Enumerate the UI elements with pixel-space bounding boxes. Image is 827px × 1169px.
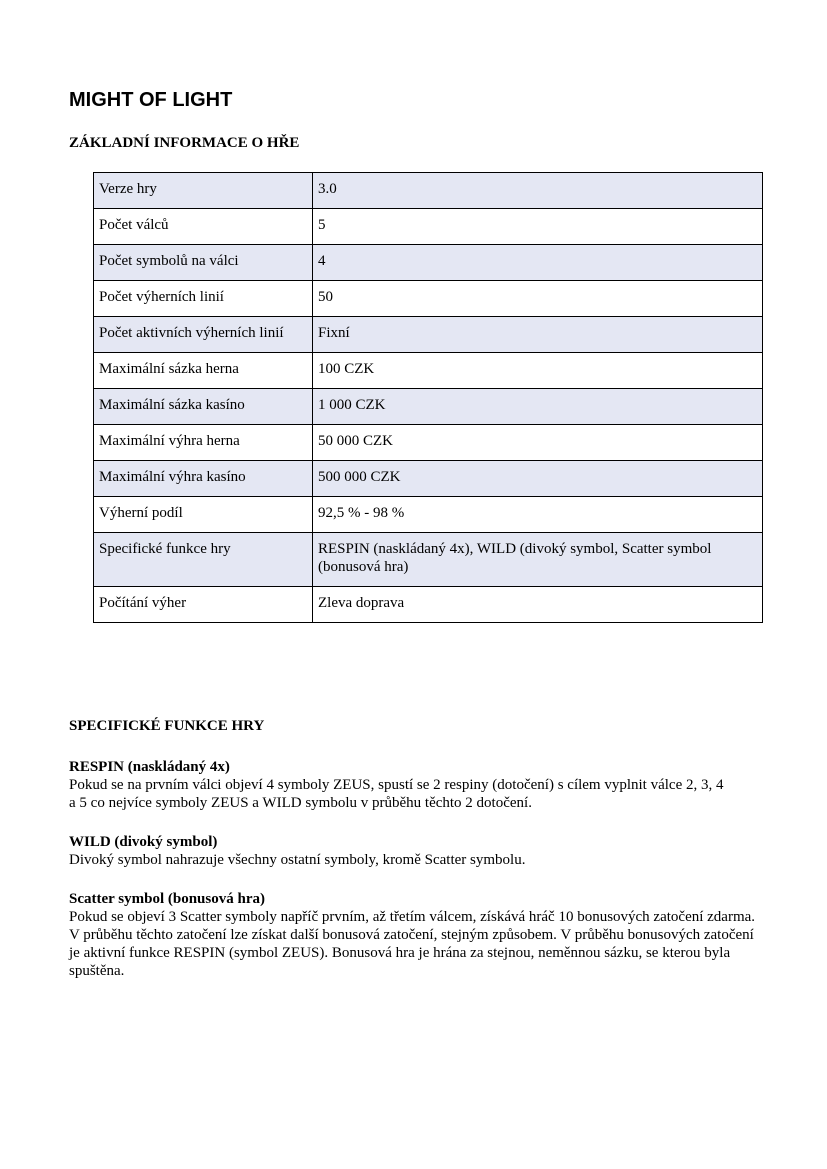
row-label: Počet aktivních výherních linií [94, 317, 313, 353]
table-row [94, 245, 763, 281]
table-row [94, 353, 763, 389]
page-title: MIGHT OF LIGHT [69, 89, 233, 111]
row-label: Specifické funkce hry [94, 533, 313, 587]
feature-wild [69, 833, 769, 869]
row-label: Verze hry [94, 173, 313, 209]
info-heading: ZÁKLADNÍ INFORMACE O HŘE [69, 135, 300, 151]
game-info-table [93, 172, 763, 623]
table-row [94, 587, 763, 623]
row-value: 4 [313, 245, 763, 281]
row-value: 50 [313, 281, 763, 317]
table-row [94, 281, 763, 317]
row-value: 100 CZK [313, 353, 763, 389]
feature-respin [69, 758, 769, 812]
feature-title: Scatter symbol (bonusová hra) [69, 891, 265, 907]
features-heading: SPECIFICKÉ FUNKCE HRY [69, 718, 265, 734]
row-value: 50 000 CZK [313, 425, 763, 461]
row-value: 1 000 CZK [313, 389, 763, 425]
feature-scatter [69, 890, 769, 980]
table-row [94, 425, 763, 461]
row-value: 3.0 [313, 173, 763, 209]
row-value: 92,5 % - 98 % [313, 497, 763, 533]
feature-title: RESPIN (naskládaný 4x) [69, 759, 230, 775]
row-label: Počet symbolů na válci [94, 245, 313, 281]
table-row [94, 209, 763, 245]
row-label: Počet výherních linií [94, 281, 313, 317]
row-value: RESPIN (naskládaný 4x), WILD (divoký symbol, Scatter symbol (bonusová hra) [313, 533, 763, 587]
row-value: 5 [313, 209, 763, 245]
table-row [94, 317, 763, 353]
row-label: Maximální výhra kasíno [94, 461, 313, 497]
table-row [94, 389, 763, 425]
table-row [94, 533, 763, 587]
row-label: Výherní podíl [94, 497, 313, 533]
feature-title: WILD (divoký symbol) [69, 834, 218, 850]
feature-text: Pokud se objeví 3 Scatter symboly napříč prvním, až třetím válcem, získává hráč 10 bonusových zatočení zdarma. V průběhu těchto zatočení lze získat další bonusová zatočení, stejným způsobem. V průběhu bonusových zatočení je aktivní funkce RESPIN (symbol ZEUS). Bonusová hra je hrána za stejnou, neměnnou sázku, se kterou byla spuštěna. [69, 909, 756, 979]
row-label: Počet válců [94, 209, 313, 245]
table-row [94, 497, 763, 533]
feature-text: Pokud se na prvním válci objeví 4 symboly ZEUS, spustí se 2 respiny (dotočení) s cílem vyplnit válce 2, 3, 4 a 5 co nejvíce symboly ZEUS a WILD symbolu v průběhu těchto 2 dotočení. [69, 777, 724, 811]
table-row [94, 173, 763, 209]
row-value: Zleva doprava [313, 587, 763, 623]
feature-text: Divoký symbol nahrazuje všechny ostatní symboly, kromě Scatter symbolu. [69, 852, 526, 868]
row-label: Maximální sázka herna [94, 353, 313, 389]
row-value: 500 000 CZK [313, 461, 763, 497]
row-value: Fixní [313, 317, 763, 353]
row-label: Počítání výher [94, 587, 313, 623]
table-row [94, 461, 763, 497]
row-label: Maximální výhra herna [94, 425, 313, 461]
row-label: Maximální sázka kasíno [94, 389, 313, 425]
